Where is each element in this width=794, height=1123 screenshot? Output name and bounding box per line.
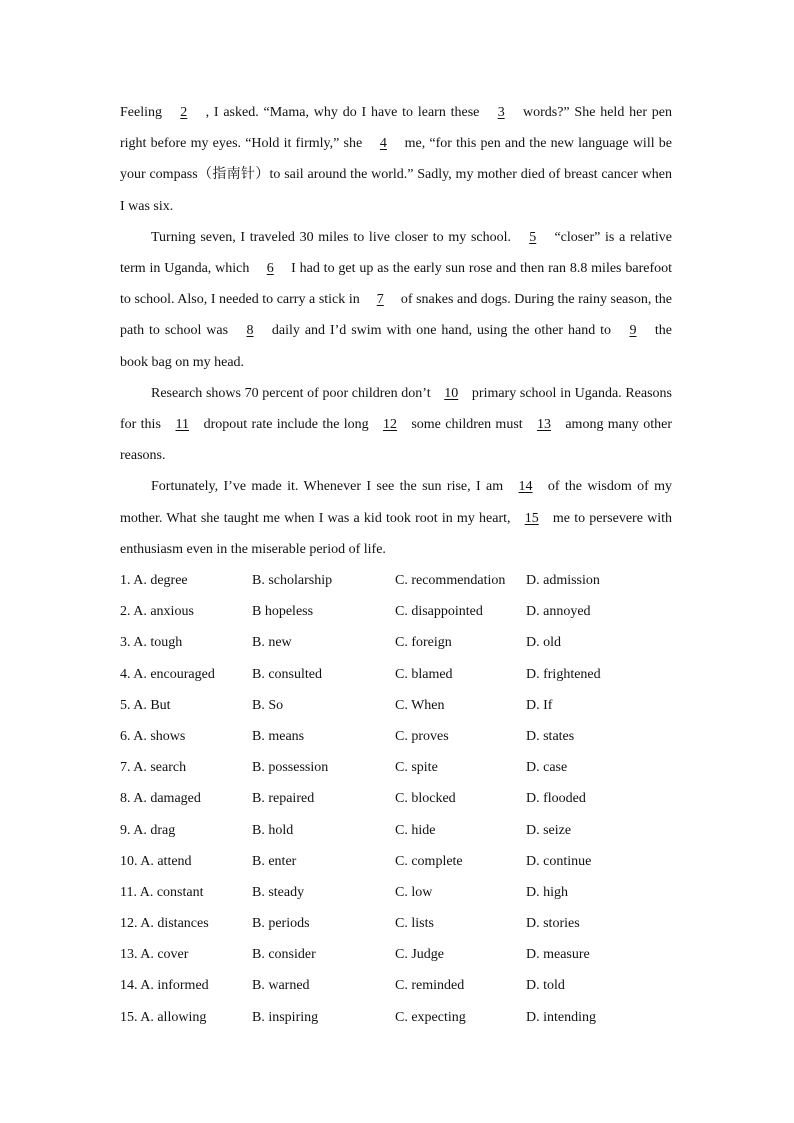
passage-text: dropout rate include the long [199,417,373,433]
question-5-option-d: D. If [526,697,553,713]
question-15-options [120,1002,680,1033]
question-4-option-c: C. blamed [395,666,453,682]
blank-13: 13 [537,417,551,433]
question-6-options [120,721,680,752]
question-12-options [120,908,680,939]
blank-3: 3 [497,105,505,120]
question-1-option-b: B. scholarship [252,573,333,588]
answer-options [120,565,680,1033]
question-8-options [120,783,680,814]
blank-10: 10 [444,385,459,401]
question-4-options [120,659,680,690]
question-10-option-a: 10. A. attend [120,853,192,869]
question-10-option-c: C. complete [395,853,463,869]
blank-15: 15 [524,510,539,526]
question-2-option-d: D. annoyed [526,604,591,620]
question-13-option-a: 13. A. cover [120,947,189,963]
question-1-option-c: C. recommendation [395,573,506,588]
question-3-option-a: 3. A. tough [120,635,183,651]
blank-2: 2 [180,105,188,120]
question-1-option-a: 1. A. degree [120,573,188,588]
paragraph-4 [120,471,672,565]
question-2-option-b: B hopeless [252,604,314,620]
question-15-option-c: C. expecting [395,1009,466,1025]
question-6-option-a: 6. A. shows [120,728,186,744]
passage-text: daily and I’d swim with one hand, using the other hand to [267,323,616,339]
question-2-option-c: C. disappointed [395,604,483,620]
question-11-option-d: D. high [526,884,568,900]
question-3-option-d: D. old [526,635,561,651]
blank-7: 7 [376,292,384,308]
blank-12: 12 [383,417,397,433]
question-4-option-b: B. consulted [252,666,322,682]
passage-text: primary school in Uganda. Reasons for this [120,385,672,433]
question-9-option-c: C. hide [395,822,436,838]
paragraph-2 [120,222,672,378]
question-3-option-c: C. foreign [395,635,452,651]
question-12-option-b: B. periods [252,916,310,932]
passage-text: some children must [407,417,527,433]
passage-text: I had to get up as the early sun rose and then ran 8.8 miles barefoot to school. Also, I needed to carry a stick in [120,261,672,308]
question-9-option-d: D. seize [526,822,572,838]
question-9-option-a: 9. A. drag [120,822,176,838]
question-2-option-a: 2. A. anxious [120,604,194,620]
passage-text: of snakes and dogs. During the rainy season, the path to school was [120,292,673,339]
question-7-option-d: D. case [526,760,568,776]
passage-text: among many other reasons. [120,417,672,464]
question-8-option-d: D. flooded [526,791,586,807]
passage-text: “closer” is a relative term in Uganda, which [120,229,672,277]
question-1-options [120,565,680,596]
question-8-option-c: C. blocked [395,791,456,807]
blank-5: 5 [529,229,537,245]
question-3-options [120,627,680,658]
passage-text: me to persevere with enthusiasm even in the miserable period of life. [120,510,672,557]
question-8-option-b: B. repaired [252,791,315,807]
question-13-option-b: B. consider [252,947,316,963]
paragraph-1 [120,97,672,222]
passage-text: me, “for this pen and the new language will be your compass（指南针）to sail around the world.” Sadly, my mother died of breast cancer when I was six. [120,136,673,214]
question-5-option-b: B. So [252,697,284,713]
question-13-option-d: D. measure [526,947,590,963]
question-9-options [120,815,680,846]
question-15-option-d: D. intending [526,1009,596,1025]
question-14-option-d: D. told [526,978,565,994]
blank-8: 8 [246,323,254,339]
question-11-option-b: B. steady [252,884,305,900]
question-11-options [120,877,680,908]
question-15-option-b: B. inspiring [252,1009,319,1025]
question-10-option-b: B. enter [252,853,297,869]
blank-9: 9 [629,323,637,339]
question-12-option-a: 12. A. distances [120,916,209,932]
question-11-option-a: 11. A. constant [120,884,204,900]
question-7-option-a: 7. A. search [120,760,187,776]
question-6-option-d: D. states [526,728,575,744]
question-9-option-b: B. hold [252,822,294,838]
question-10-options [120,846,680,877]
passage-text: Research shows 70 percent of poor children don’t [151,385,435,401]
passage-text: Feeling [120,105,167,120]
question-5-option-c: C. When [395,697,445,713]
question-10-option-d: D. continue [526,853,592,869]
passage-text: the book bag on my head. [120,323,672,370]
passage-text: Fortunately, I’ve made it. Whenever I see the sun rise, I am [151,479,509,495]
question-13-option-c: C. Judge [395,947,444,963]
passage-text: of the wisdom of my mother. What she taught me when I was a kid took root in my heart, [120,479,673,526]
question-15-option-a: 15. A. allowing [120,1009,207,1025]
question-14-options [120,970,680,1001]
question-4-option-a: 4. A. encouraged [120,666,215,682]
question-11-option-c: C. low [395,884,433,900]
passage-text: words?” She held her pen right before my eyes. “Hold it firmly,” she [120,105,673,152]
question-7-options [120,752,680,783]
question-12-option-c: C. lists [395,916,434,932]
passage-text: , I asked. “Mama, why do I have to learn these [200,105,485,120]
question-8-option-a: 8. A. damaged [120,791,201,807]
blank-11: 11 [175,417,189,433]
question-6-option-c: C. proves [395,728,449,744]
question-5-options [120,690,680,721]
question-13-options [120,939,680,970]
question-7-option-c: C. spite [395,760,438,776]
question-5-option-a: 5. A. But [120,697,171,713]
question-4-option-d: D. frightened [526,666,601,682]
question-3-option-b: B. new [252,635,292,651]
question-6-option-b: B. means [252,728,305,744]
question-12-option-d: D. stories [526,916,580,932]
blank-14: 14 [518,479,533,495]
question-7-option-b: B. possession [252,760,329,776]
blank-6: 6 [266,261,274,277]
blank-4: 4 [379,136,387,152]
paragraph-3 [120,378,672,472]
question-14-option-a: 14. A. informed [120,978,209,994]
cloze-passage [120,97,672,565]
question-14-option-c: C. reminded [395,978,465,994]
question-14-option-b: B. warned [252,978,310,994]
passage-text: Turning seven, I traveled 30 miles to live closer to my school. [151,229,516,245]
question-1-option-d: D. admission [526,573,600,588]
question-2-options [120,596,680,627]
